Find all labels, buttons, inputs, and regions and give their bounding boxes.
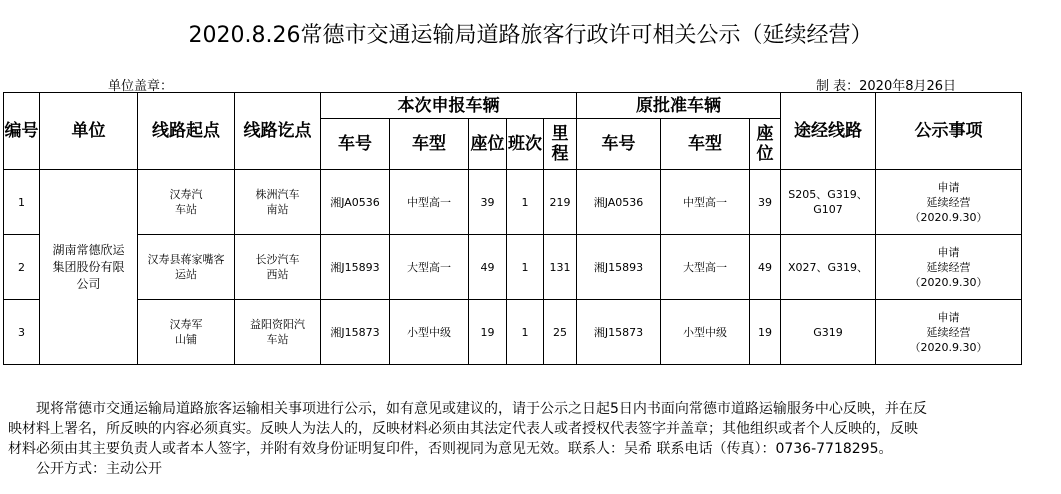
cell-orig-plate: 湘J15893 — [577, 235, 661, 300]
cell-orig-seats: 49 — [750, 235, 781, 300]
header-start: 线路起点 — [138, 93, 235, 170]
cell-orig-plate: 湘J15873 — [577, 300, 661, 365]
cell-notice — [876, 235, 1022, 300]
notice-line: 延续经营 — [926, 260, 971, 274]
header-mileage: 里程 — [544, 119, 577, 170]
notice-line: （2020.9.30） — [909, 275, 988, 289]
notice-line: 延续经营 — [926, 325, 971, 339]
cell-mileage: 131 — [544, 235, 577, 300]
header-group-apply: 本次申报车辆 — [321, 93, 577, 119]
cell-route — [781, 300, 876, 365]
header-seats: 座位 — [469, 119, 507, 170]
notice-paragraph-line: 材料必须由其主要负责人或者本人签字，并附有效身份证明复印件，否则视同为意见无效。联系人：吴希 联系电话（传真）：0736-7718295。 — [8, 441, 893, 457]
cell-end — [235, 170, 321, 235]
notice-line: 申请 — [937, 180, 960, 194]
cell-end — [235, 235, 321, 300]
cell-route — [781, 235, 876, 300]
cell-orig-seats: 39 — [750, 170, 781, 235]
start-text: 汉寿军山铺 — [169, 318, 203, 346]
cell-seats: 49 — [469, 235, 507, 300]
cell-type: 大型高一 — [390, 235, 469, 300]
cell-trips: 1 — [507, 170, 544, 235]
end-text: 益阳资阳汽车站 — [250, 318, 305, 346]
cell-start — [138, 300, 235, 365]
cell-plate: 湘J15873 — [321, 300, 390, 365]
route-text: X027、G319、 — [787, 260, 869, 274]
header-end: 线路讫点 — [235, 93, 321, 170]
cell-plate: 湘JA0536 — [321, 170, 390, 235]
header-orig-plate: 车号 — [577, 119, 661, 170]
cell-start — [138, 235, 235, 300]
header-row-1 — [4, 93, 1022, 119]
cell-plate: 湘J15893 — [321, 235, 390, 300]
header-route: 途经线路 — [781, 93, 876, 170]
cell-start — [138, 170, 235, 235]
publish-method: 公开方式：主动公开 — [36, 461, 162, 477]
cell-orig-type: 中型高一 — [661, 170, 750, 235]
cell-trips: 1 — [507, 235, 544, 300]
table-row — [4, 300, 1022, 365]
cell-end — [235, 300, 321, 365]
header-unit: 单位 — [40, 93, 138, 170]
cell-type: 中型高一 — [390, 170, 469, 235]
cell-seats: 39 — [469, 170, 507, 235]
table-row — [4, 235, 1022, 300]
notice-paragraph-line: 映材料上署名，所反映的内容必须真实。反映人为法人的，反映材料必须由其法定代表人或者授权代表签字并盖章；其他组织或者个人反映的，反映 — [8, 421, 918, 437]
cell-num: 2 — [4, 235, 40, 300]
cell-num: 3 — [4, 300, 40, 365]
cell-mileage: 219 — [544, 170, 577, 235]
page-title: 2020.8.26常德市交通运输局道路旅客行政许可相关公示（延续经营） — [188, 23, 873, 48]
cell-num: 1 — [4, 170, 40, 235]
cell-orig-plate: 湘JA0536 — [577, 170, 661, 235]
header-trips: 班次 — [507, 119, 544, 170]
cell-unit — [40, 170, 138, 365]
permit-table — [3, 92, 1022, 365]
notice-line: （2020.9.30） — [909, 210, 988, 224]
header-plate: 车号 — [321, 119, 390, 170]
header-orig-type: 车型 — [661, 119, 750, 170]
end-text: 长沙汽车西站 — [255, 253, 300, 281]
notice-paragraph-line: 现将常德市交通运输局道路旅客运输相关事项进行公示，如有意见或建议的，请于公示之日起5日内书面向常德市道路运输服务中心反映，并在反 — [36, 401, 927, 417]
made-date-label: 制 表：2020年8月26日 — [816, 79, 957, 94]
route-text: S205、G319、G107 — [788, 188, 868, 216]
start-text: 汉寿汽车站 — [169, 188, 203, 216]
header-num: 编号 — [4, 93, 40, 170]
cell-type: 小型中级 — [390, 300, 469, 365]
seal-label: 单位盖章： — [108, 79, 174, 94]
cell-notice — [876, 170, 1022, 235]
notice-line: 延续经营 — [926, 195, 971, 209]
unit-name: 湖南常德欣运集团股份有限公司 — [52, 242, 125, 291]
route-text: G319 — [813, 325, 843, 339]
notice-line: （2020.9.30） — [909, 340, 988, 354]
cell-orig-type: 大型高一 — [661, 235, 750, 300]
header-notice: 公示事项 — [876, 93, 1022, 170]
notice-line: 申请 — [937, 245, 960, 259]
cell-orig-type: 小型中级 — [661, 300, 750, 365]
start-text: 汉寿县蒋家嘴客运站 — [147, 253, 225, 281]
cell-mileage: 25 — [544, 300, 577, 365]
cell-route — [781, 170, 876, 235]
end-text: 株洲汽车南站 — [255, 188, 300, 216]
cell-seats: 19 — [469, 300, 507, 365]
header-orig-seats: 座位 — [750, 119, 781, 170]
notice-line: 申请 — [937, 310, 960, 324]
table-row — [4, 170, 1022, 235]
header-type: 车型 — [390, 119, 469, 170]
cell-notice — [876, 300, 1022, 365]
cell-orig-seats: 19 — [750, 300, 781, 365]
header-group-orig: 原批准车辆 — [577, 93, 781, 119]
cell-trips: 1 — [507, 300, 544, 365]
